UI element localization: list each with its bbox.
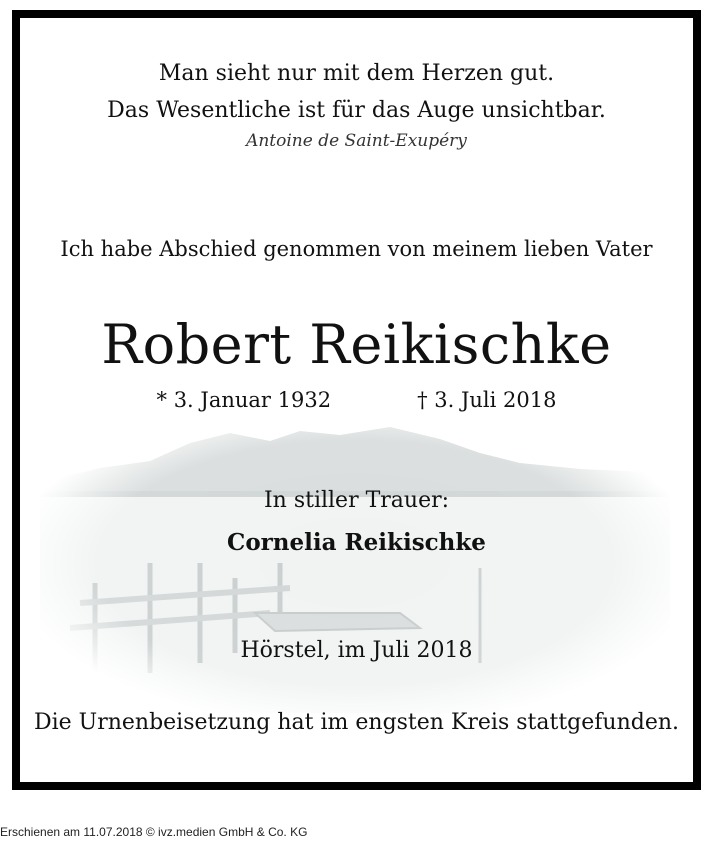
motto-line-1: Man sieht nur mit dem Herzen gut. <box>158 61 555 86</box>
mourner-name: Cornelia Reikischke <box>227 529 486 556</box>
deceased-name: Robert Reikischke <box>101 313 612 376</box>
motto-quote <box>20 55 693 129</box>
publication-footer: Erschienen am 11.07.2018 © ivz.medien GmbH & Co. KG <box>0 825 308 839</box>
intro-text: Ich habe Abschied genommen von meinem lieben Vater <box>60 237 653 261</box>
life-dates <box>20 388 693 412</box>
motto-line-2: Das Wesentliche ist für das Auge unsichtbar. <box>107 98 606 123</box>
mourning-label: In stiller Trauer: <box>263 488 450 513</box>
place-date: Hörstel, im Juli 2018 <box>240 638 473 663</box>
obituary-frame <box>12 10 701 790</box>
death-date: † 3. Juli 2018 <box>417 388 557 412</box>
lake-jetty-background-image <box>40 413 670 713</box>
birth-date: * 3. Januar 1932 <box>156 388 332 412</box>
burial-notice: Die Urnenbeisetzung hat im engsten Kreis stattgefunden. <box>33 710 680 735</box>
quote-author: Antoine de Saint-Exupéry <box>246 131 467 151</box>
